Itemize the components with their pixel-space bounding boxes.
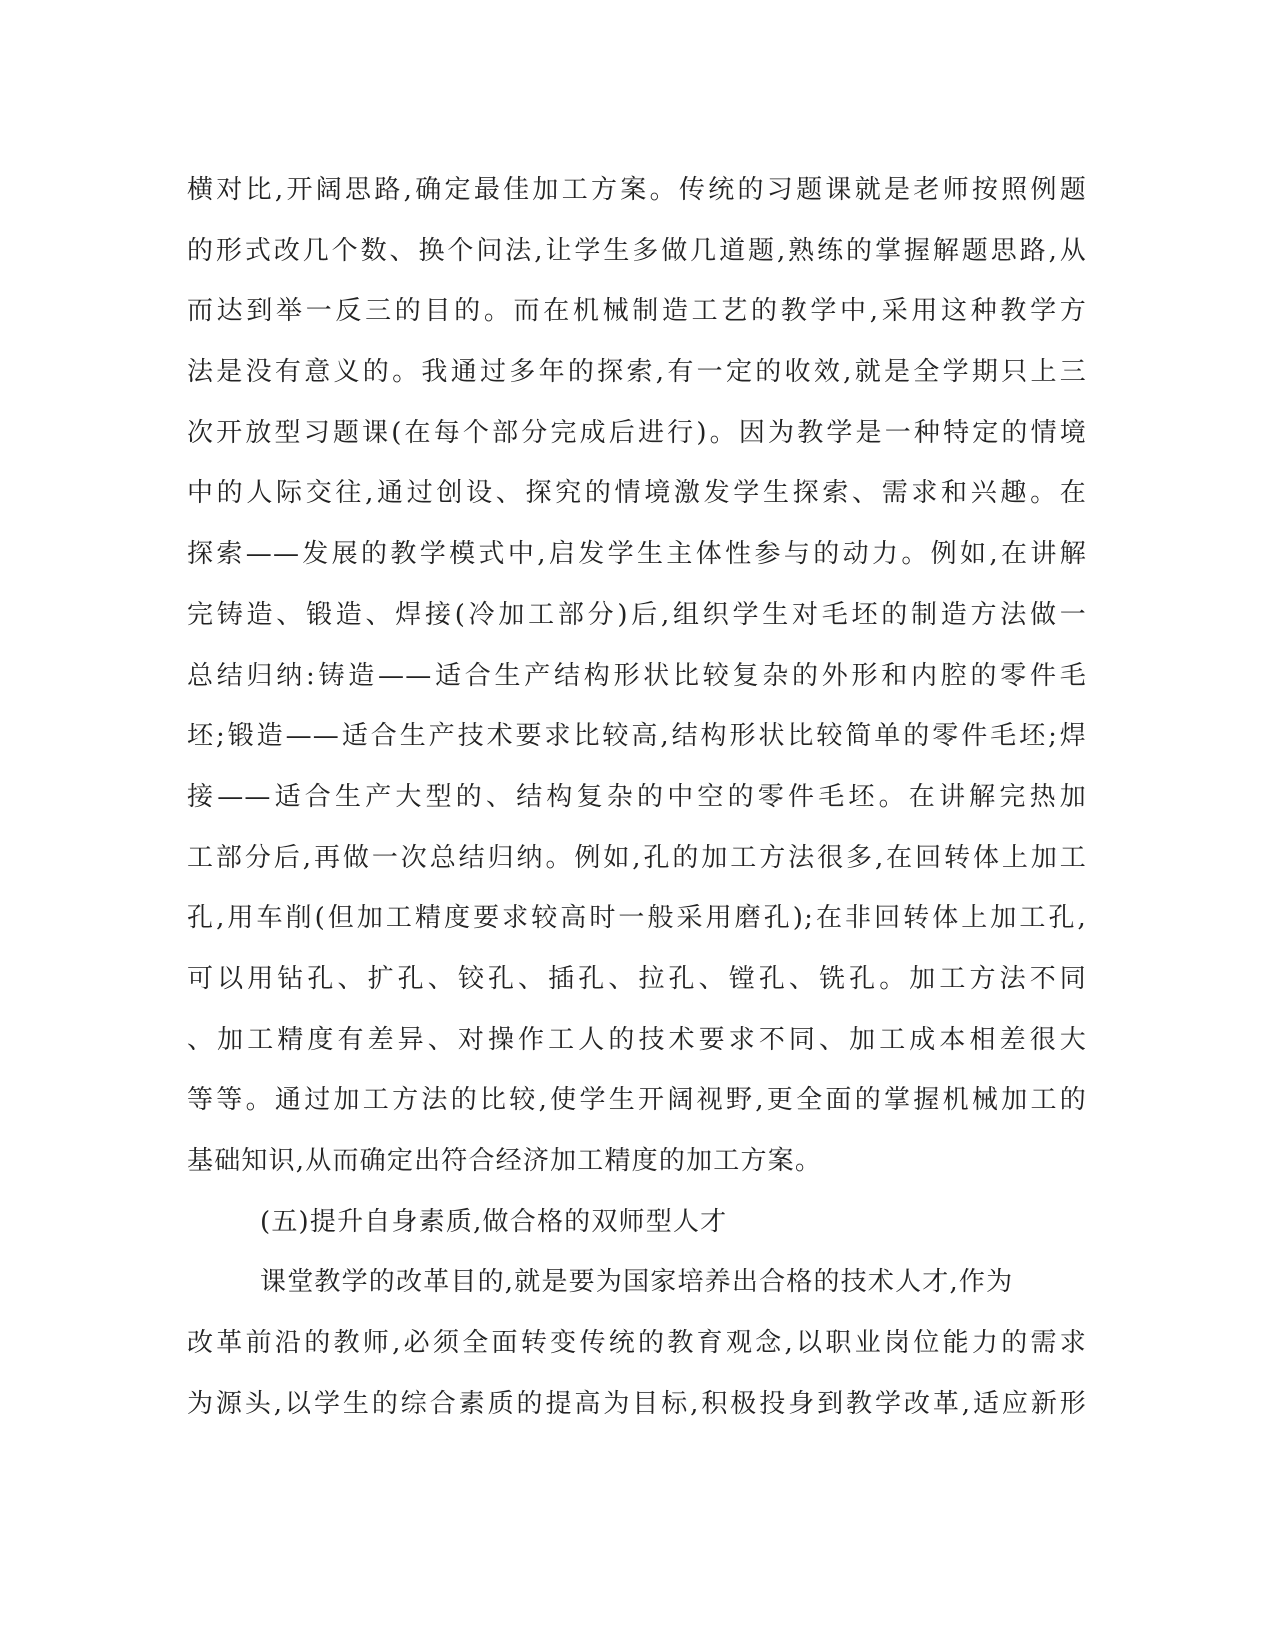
text-line: 完铸造、锻造、焊接(冷加工部分)后,组织学生对毛坯的制造方法做一 xyxy=(187,599,1087,630)
text-line: 总结归纳:铸造——适合生产结构形状比较复杂的外形和内腔的零件毛 xyxy=(187,660,1087,691)
text-line: 、加工精度有差异、对操作工人的技术要求不同、加工成本相差很大 xyxy=(187,1024,1087,1055)
text-line: 中的人际交往,通过创设、探究的情境激发学生探索、需求和兴趣。在 xyxy=(187,478,1087,509)
text-line: 可以用钻孔、扩孔、铰孔、插孔、拉孔、镗孔、铣孔。加工方法不同 xyxy=(187,963,1087,994)
text-line: 法是没有意义的。我通过多年的探索,有一定的收效,就是全学期只上三 xyxy=(187,357,1087,388)
text-line: 改革前沿的教师,必须全面转变传统的教育观念,以职业岗位能力的需求 xyxy=(187,1328,1087,1359)
text-line: 探索——发展的教学模式中,启发学生主体性参与的动力。例如,在讲解 xyxy=(187,539,1087,570)
section-heading: (五)提升自身素质,做合格的双师型人才 xyxy=(260,1206,728,1237)
text-line: 接——适合生产大型的、结构复杂的中空的零件毛坯。在讲解完热加 xyxy=(187,781,1087,812)
text-line: 横对比,开阔思路,确定最佳加工方案。传统的习题课就是老师按照例题 xyxy=(187,175,1087,205)
text-line: 而达到举一反三的目的。而在机械制造工艺的教学中,采用这种教学方 xyxy=(187,296,1087,327)
text-line: 工部分后,再做一次总结归纳。例如,孔的加工方法很多,在回转体上加工 xyxy=(187,842,1087,873)
text-line: 为源头,以学生的综合素质的提高为目标,积极投身到教学改革,适应新形 xyxy=(187,1388,1087,1419)
text-line: 次开放型习题课(在每个部分完成后进行)。因为教学是一种特定的情境 xyxy=(187,417,1087,448)
body-text xyxy=(187,160,1087,1434)
text-line: 孔,用车削(但加工精度要求较高时一般采用磨孔);在非回转体上加工孔, xyxy=(187,903,1087,934)
text-line: 坯;锻造——适合生产技术要求比较高,结构形状比较简单的零件毛坯;焊 xyxy=(187,721,1087,752)
text-line: 基础知识,从而确定出符合经济加工精度的加工方案。 xyxy=(187,1146,823,1176)
text-line: 的形式改几个数、换个问法,让学生多做几道题,熟练的掌握解题思路,从 xyxy=(187,235,1087,266)
paragraph-first-line: 课堂教学的改革目的,就是要为国家培养出合格的技术人才,作为 xyxy=(260,1267,1014,1298)
text-line: 等等。通过加工方法的比较,使学生开阔视野,更全面的掌握机械加工的 xyxy=(187,1085,1087,1116)
